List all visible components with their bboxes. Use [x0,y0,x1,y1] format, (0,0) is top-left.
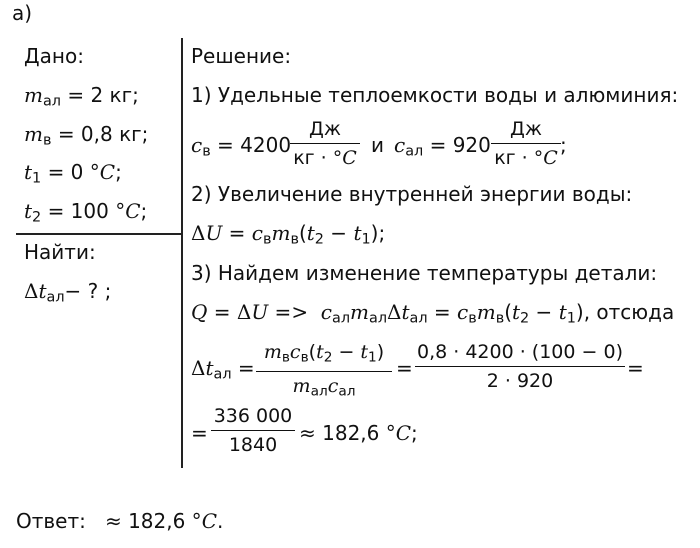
given-mass-al: $m_{ал} = 2$ кг; [24,83,139,110]
answer: Ответ: ≈ 182,6 °C. [16,509,224,533]
result-value: ≈ 182,6 °C; [299,421,418,445]
result-fraction: $\frac{336 000}{1840}$ [211,405,295,456]
find-item: $\Delta t_{ал}-$ ? ; [24,279,112,306]
numeric-fraction: $\frac{0,8 \cdot 4200 \cdot (100 - 0)}{2 \cdot 920}$ [417,341,623,392]
symbolic-fraction: $m_вc_в(t_2 - t_1)$ $m_{ал}c_{ал}$ [256,341,392,403]
formula-delta-u: $\Delta U = c_вm_в(t_2 - t_1)$; [191,221,386,248]
semicolon: ; [560,133,567,157]
solution-heading: Решение: [191,44,292,68]
given-mass-water: $m_в = 0,8$ кг; [24,122,149,149]
problem-label: а) [12,1,33,25]
divider-horizontal [16,233,182,235]
solution-step-3: 3) Найдем изменение температуры детали: [191,261,658,285]
unit-fraction-al: Дж кг · °C [491,118,561,169]
conjunction-and: и [371,133,384,157]
specific-heat-al: $c_{ал} = 920$ [394,133,491,160]
unit-fraction-water: Дж кг · °C [290,118,360,169]
equals-sign: = [396,356,413,380]
given-t2: $t_2 = 100$ °C; [24,199,148,226]
find-heading: Найти: [24,240,96,264]
equals-sign-leading: = [191,421,208,445]
delta-t-symbol: $\Delta t_{ал}$ = [191,356,255,383]
solution-step-2: 2) Увеличение внутренней энергии воды: [191,182,633,206]
given-t1: $t_1 = 0$ °C; [24,160,122,187]
formula-heat-balance: $Q = \Delta U => c_{ал}m_{ал}\Delta t_{ал} = c_вm_в(t_2 - t_1)$, отсюда [191,300,675,327]
equals-sign-trailing: = [627,356,644,380]
divider-vertical [181,38,183,468]
given-heading: Дано: [24,44,84,68]
specific-heat-water: $c_в = 4200$ [191,133,292,160]
solution-step-1: 1) Удельные теплоемкости воды и алюминия: [191,83,679,107]
